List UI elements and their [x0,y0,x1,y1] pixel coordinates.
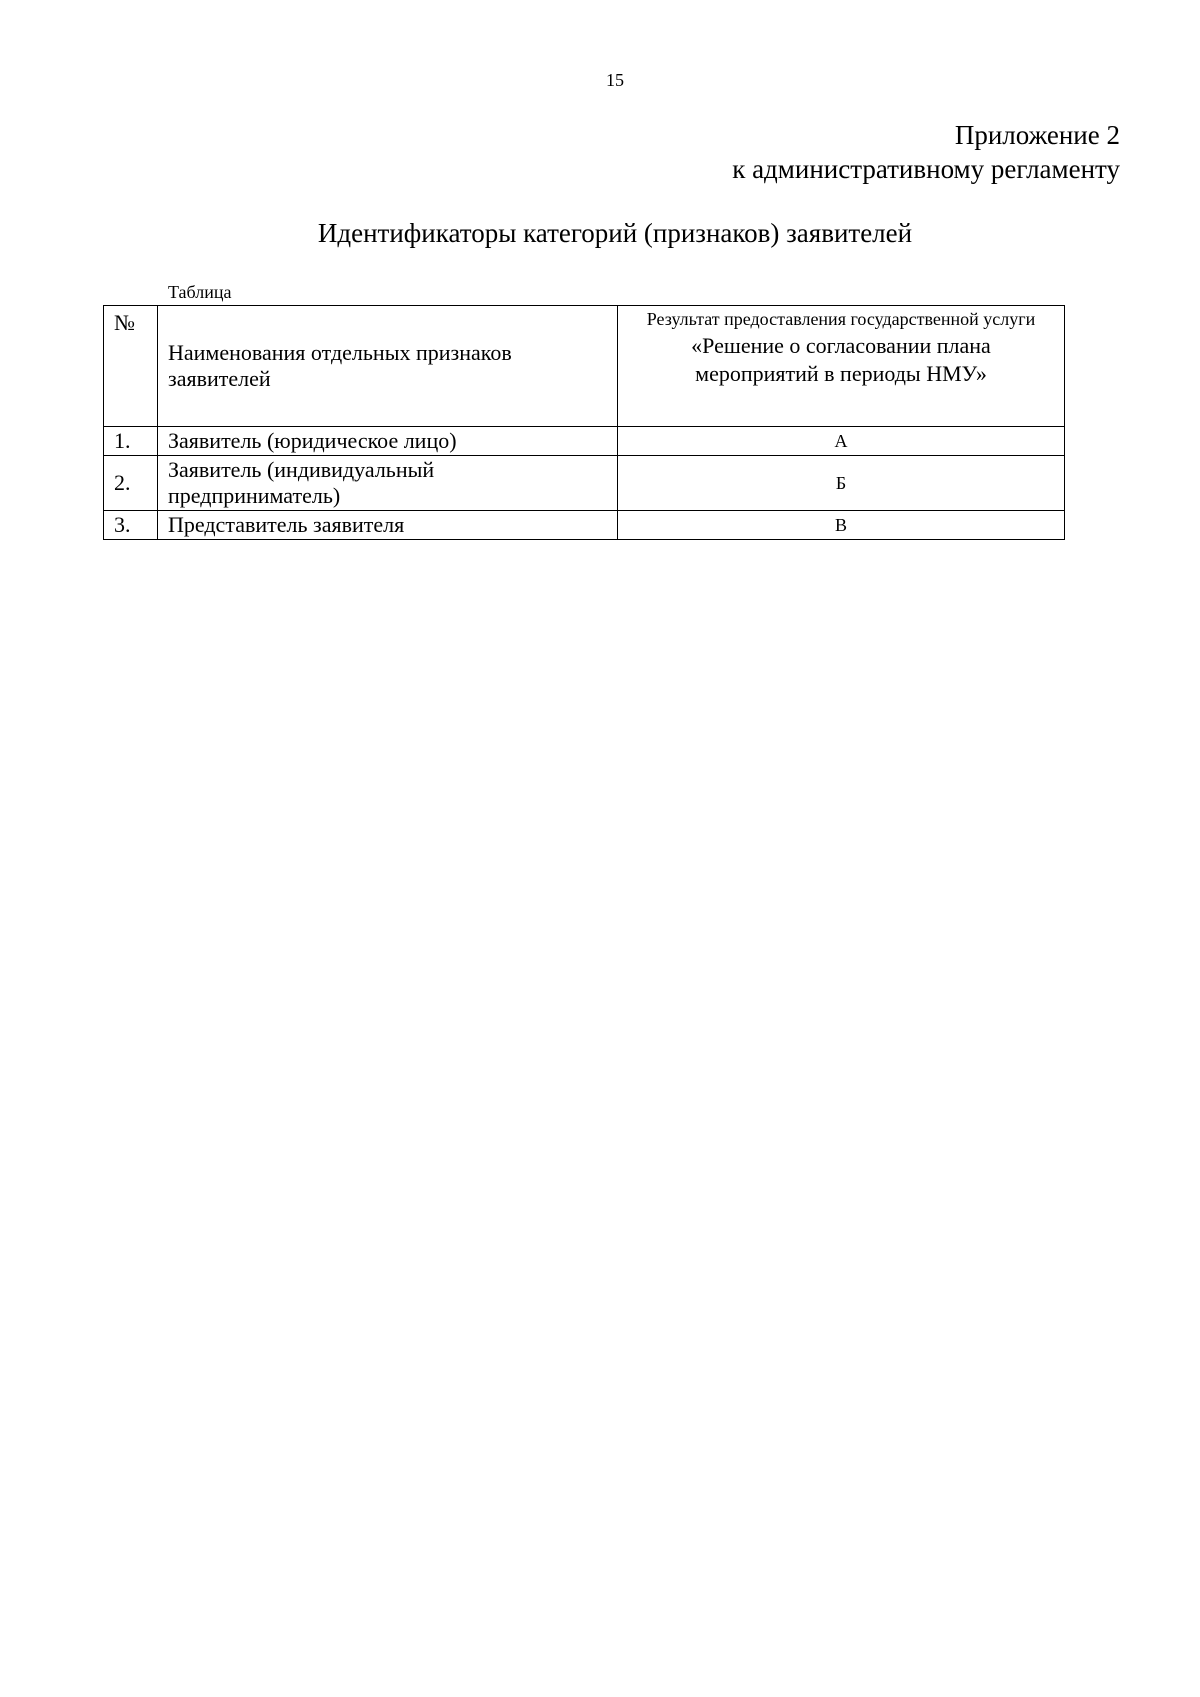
header-name: Наименования отдельных признаков заявителей [158,306,618,427]
row-number: 1. [104,427,158,456]
header-result-caption: Результат предоставления государственной услуги [646,309,1036,329]
row-number: 3. [104,511,158,540]
row-name: Представитель заявителя [158,511,618,540]
row-name: Заявитель (юридическое лицо) [158,427,618,456]
header-result [618,306,1065,427]
document-title: Идентификаторы категорий (признаков) заявителей [317,218,913,248]
row-number: 2. [104,456,158,511]
row-name: Заявитель (индивидуальный предприниматель) [158,456,618,511]
row-code: В [618,511,1065,540]
header-result-title: «Решение о согласовании плана мероприятий в периоды НМУ» [691,333,991,386]
table-row [104,427,1065,456]
table-caption: Таблица [168,282,232,302]
applicant-categories-table [103,305,1065,540]
page-number: 15 [606,70,624,90]
header-number: № [104,306,158,427]
table-row [104,511,1065,540]
row-code: Б [618,456,1065,511]
row-code: А [618,427,1065,456]
appendix-line-1: Приложение 2 [954,120,1120,150]
table-header-row [104,306,1065,427]
appendix-line-2: к административному регламенту [732,154,1120,184]
table-row [104,456,1065,511]
appendix-note [732,118,1120,186]
